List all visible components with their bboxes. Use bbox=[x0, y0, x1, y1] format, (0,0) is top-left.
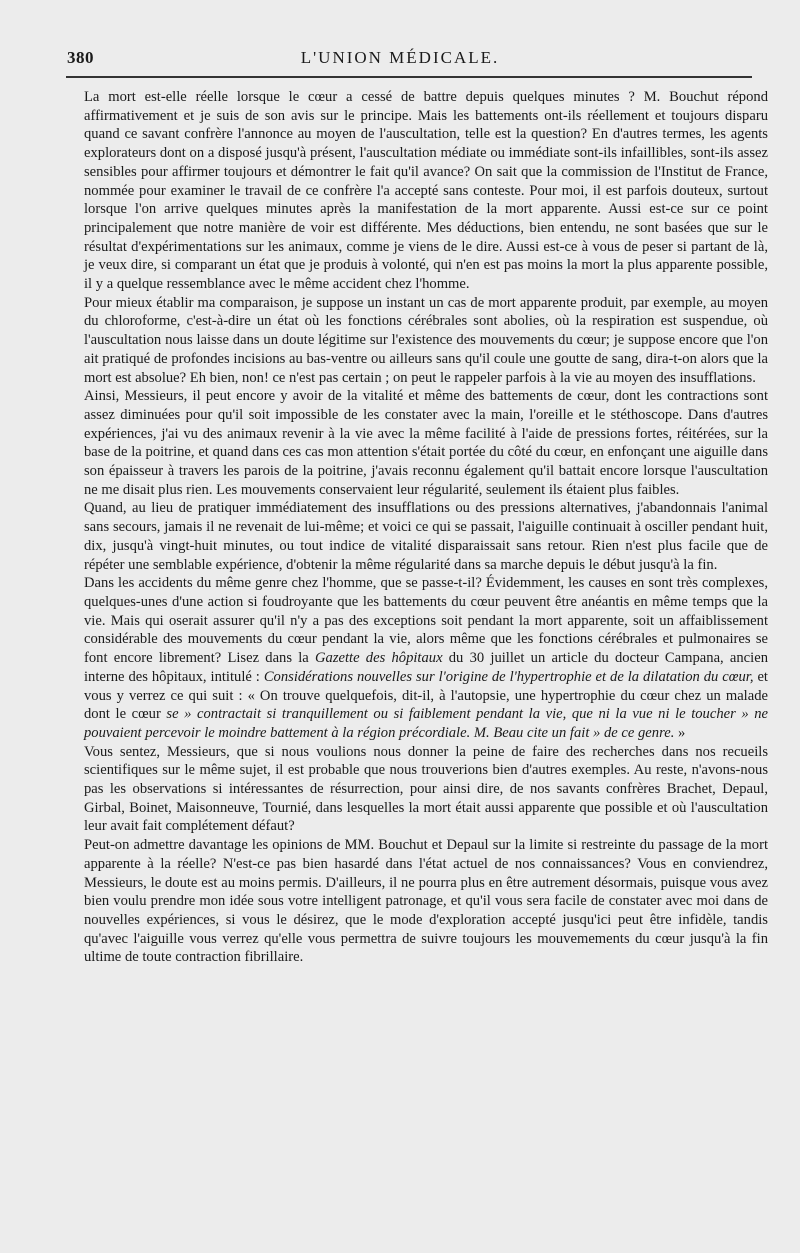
closing-guillemet: » bbox=[674, 724, 686, 741]
paragraph-7: Peut-on admettre davantage les opinions de MM. Bouchut et Depaul sur la limite si restreinte du passage de la mort apparente à la réelle? N'est-ce pas bien hasardé dans l'état actuel de nos connaissances? Vous en conviendrez, Messieurs, le doute est au moins permis. D'ailleurs, il ne pourra plus en être autrement désormais, puisque vous avez bien voulu prendre mon idée sous votre intelligent patronage, et qu'il vous sera facile de constater avec moi dans de nouvelles expériences, si vous le désirez, que le mode d'exploration accepté jusqu'ici peut être infidèle, tandis qu'avec l'aiguille vous verrez qu'elle vous permettra de suivre toujours les mouvemements du cœur jusqu'à la fin ultime de toute contraction fibrillaire. bbox=[84, 837, 768, 966]
paragraph-4: Quand, au lieu de pratiquer immédiatement des insufflations ou des pressions alternatives, j'abandonnais l'animal sans secours, jamais il ne revenait de lui-même; et voici ce qui se passait, l'aiguille continuait à osciller pendant huit, dix, jusqu'à vingt-huit minutes, ou tout indice de vitalité disparaissait sans retour. Rien n'est plus facile que de répéter une semblable expérience, d'obtenir la même régularité dans sa marche depuis le début jusqu'à la fin. bbox=[84, 500, 768, 573]
journal-title: Gazette des hôpitaux bbox=[315, 650, 443, 667]
quoted-passage: se » contractait si tranquillement ou si faiblement pendant la vie, que ni la vue ni le toucher » ne pouvaient percevoir le moindre battement à la région précordiale. M. Beau cite un fait » de ce genre. bbox=[84, 706, 768, 741]
running-title: L'UNION MÉDICALE. bbox=[300, 48, 500, 67]
paragraph-6: Vous sentez, Messieurs, que si nous voulions nous donner la peine de faire des recherches dans nos recueils scientifiques sur le même sujet, il est probable que nous trouverions bien d'autres exemples. Au reste, n'avons-nous pas les observations si intéressantes de résurrection, pour ainsi dire, de nos savants confrères Brachet, Depaul, Girbal, Boinet, Maisonneuve, Tournié, dans lesquelles la mort était aussi apparente que possible et où l'auscultation leur avait fait complétement défaut? bbox=[84, 743, 768, 835]
header-rule bbox=[66, 76, 752, 78]
paragraph-5-text-a: Dans les accidents du même genre chez l'homme, que se passe-t-il? Évidemment, les causes en sont très complexes, quelques-unes d'une action si foudroyante que les battements du cœur peuvent être anéantis en même temps que la vie. Mais qui oserait assurer qu'il n'y a pas des exceptions soit pendant la mort apparente, soit un affaiblissement considérable des mouvements du cœur pendant la vie, alors même que les fonctions cérébrales et pulmonaires se font encore librement? Lisez dans la bbox=[84, 575, 768, 667]
cited-article-title: Considérations nouvelles sur l'origine de l'hypertrophie et de la dilatation du cœur, bbox=[263, 668, 754, 685]
paragraph-3: Ainsi, Messieurs, il peut encore y avoir de la vitalité et même des battements de cœur, dont les contractions sont assez diminuées pour qu'il soit impossible de les constater avec la main, l'oreille et le stéthoscope. Dans d'autres expériences, j'ai vu des animaux revenir à la vie avec la même facilité à l'aide de pressions fortes, réitérées, sur la base de la poitrine, et quand dans ces cas mon attention s'était portée du côté du cœur, en enfonçant une aiguille dans son épaisseur à travers les parois de la poitrine, j'avais reconnu également qu'il battait encore lorsque l'auscultation ne me disait plus rien. Les mouvements conservaient leur régularité, seulement ils étaient plus faibles. bbox=[84, 388, 768, 498]
paragraph-2: Pour mieux établir ma comparaison, je suppose un instant un cas de mort apparente produit, par exemple, au moyen du chloroforme, c'est-à-dire un état où les fonctions cérébrales sont abolies, où la respiration est suspendue, où l'auscultation nous laisse dans un doute légitime sur l'existence des mouvements du cœur; je suppose encore que l'on ait pratiqué de profondes incisions au bas-ventre ou ailleurs sans qu'il coule une goutte de sang, dira-t-on alors que la mort est absolue? Eh bien, non! ce n'est pas certain ; on peut le rappeler parfois à la vie au moyen des insufflations. bbox=[84, 294, 768, 386]
page-number: 380 bbox=[67, 48, 94, 67]
paragraph-5 bbox=[84, 574, 768, 742]
paragraph-5-text-c: et vous y verrez ce qui suit : « On trouve quelquefois, dit-il, à l'autopsie, une hypertrophie du cœur chez un malade dont le cœur bbox=[84, 668, 768, 723]
paragraph-5-text-b: du 30 juillet un article du docteur Campana, ancien interne des hôpitaux, intitulé : bbox=[84, 650, 768, 685]
article-body bbox=[84, 88, 768, 967]
paragraph-1: La mort est-elle réelle lorsque le cœur a cessé de battre depuis quelques minutes ? M. Bouchut répond affirmativement et je suis de son avis sur le principe. Mais les battements ont-ils réellement et toujours disparu quand ce savant confrère l'annonce au moyen de l'auscultation, telle est la question? En d'autres termes, les agents explorateurs dont on a disposé jusqu'à présent, l'auscultation médiate ou immédiate sont-ils infaillibles, sont-ils assez sensibles pour affirmer toujours et démontrer le fait qu'il avance? On sait que la commission de l'Institut de France, nommée pour examiner le travail de ce confrère l'a accepté sans conteste. Pour moi, il est parfois douteux, surtout lorsque l'on arrive quelques minutes après la manifestation de la mort apparente. Aussi est-ce sur ce point principalement que notre manière de voir est différente. Mes déductions, bien entendu, ne sont basées que sur le résultat d'expérimentations sur les animaux, comme je viens de le dire. Aussi est-ce à vous de peser si partant de là, je veux dire, si comparant un état que je produis à volonté, qui n'en est pas moins la mort la plus apparente possible, il y a quelque ressemblance avec le même accident chez l'homme. bbox=[84, 89, 768, 293]
